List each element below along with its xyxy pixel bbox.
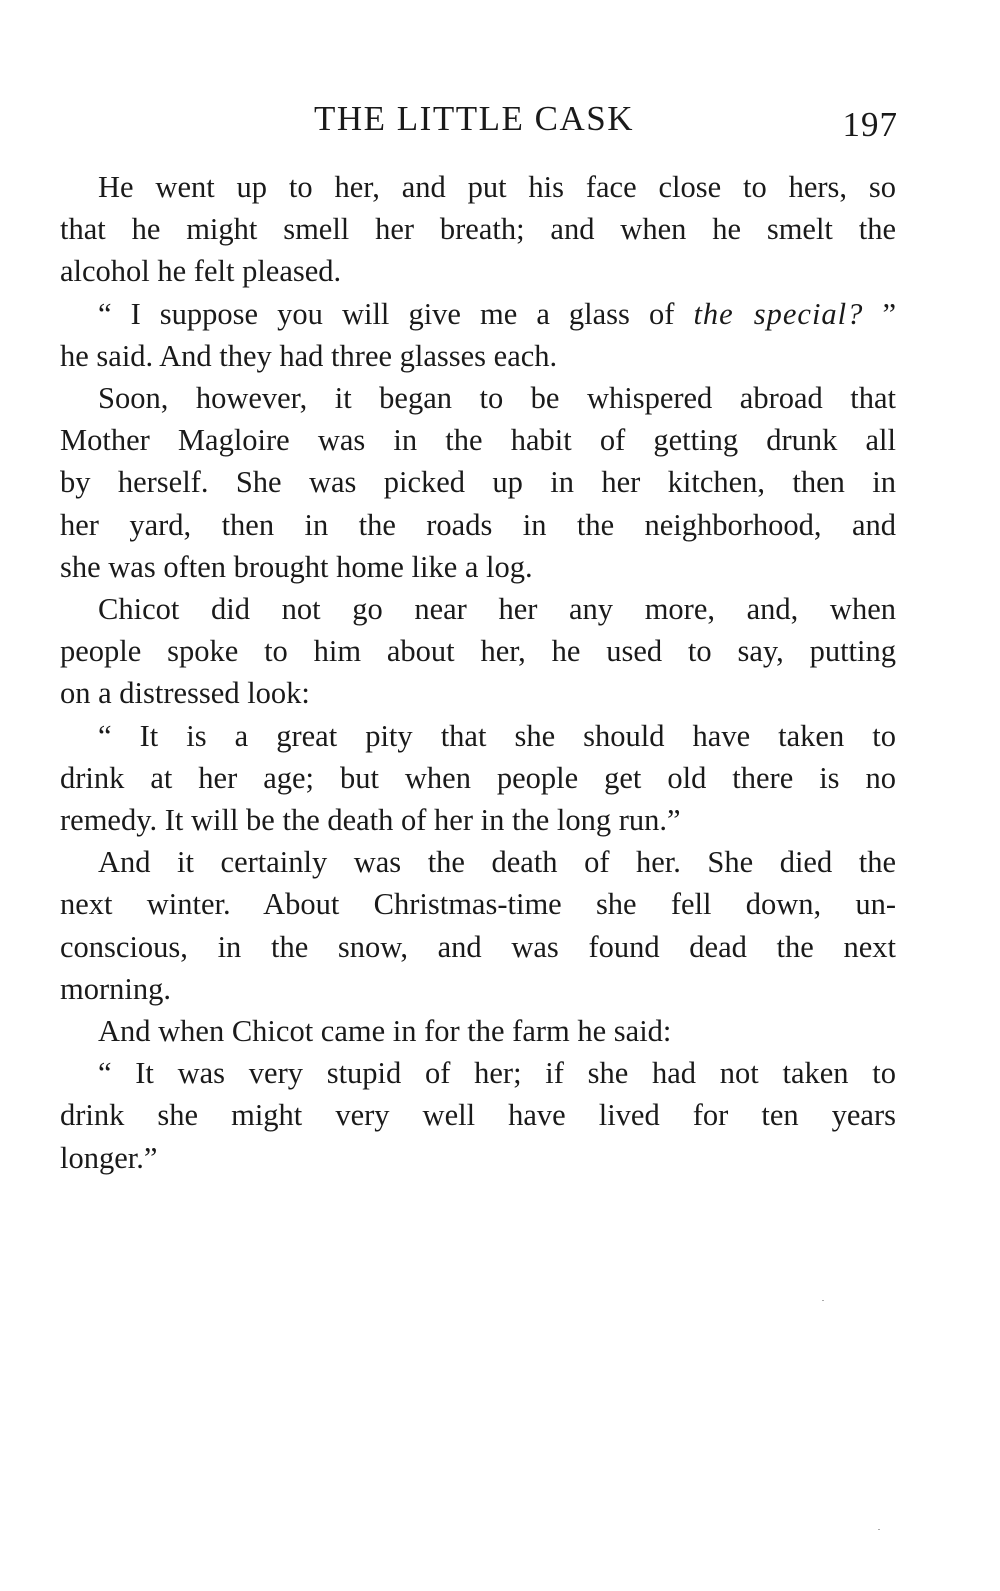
paragraph-4 bbox=[60, 588, 896, 715]
text-line: morning. bbox=[60, 971, 171, 1006]
text-line: “ It was very stupid of her; if she had not taken to bbox=[98, 1056, 896, 1091]
paper-speck bbox=[822, 1300, 824, 1301]
text-line: her yard, then in the roads in the neighborhood, and bbox=[60, 507, 896, 542]
text-line: she was often brought home like a log. bbox=[60, 549, 533, 584]
body-text bbox=[60, 166, 896, 1179]
italic-phrase: the special? bbox=[693, 296, 864, 331]
paper-speck bbox=[878, 1529, 880, 1530]
text-line: And it certainly was the death of her. She died the bbox=[98, 845, 896, 880]
text-segment: ” bbox=[863, 296, 896, 331]
paragraph-5 bbox=[60, 715, 896, 842]
running-title: THE LITTLE CASK bbox=[314, 99, 634, 138]
text-line: people spoke to him about her, he used to say, putting bbox=[60, 634, 896, 669]
text-line: He went up to her, and put his face close to hers, so bbox=[98, 170, 896, 204]
text-line: Soon, however, it began to be whispered abroad that bbox=[98, 381, 896, 416]
paragraph-8 bbox=[60, 1052, 896, 1179]
text-segment: “ I suppose you will give me a glass of bbox=[98, 296, 694, 331]
text-line: alcohol he felt pleased. bbox=[60, 254, 342, 289]
paragraph-6 bbox=[60, 841, 896, 1010]
text-line: on a distressed look: bbox=[60, 676, 310, 711]
text-line: Mother Magloire was in the habit of getting drunk all bbox=[60, 423, 896, 458]
paragraph-1 bbox=[60, 166, 896, 293]
text-line: remedy. It will be the death of her in the long run.” bbox=[60, 803, 681, 838]
text-line: next winter. About Christmas-time she fell down, un- bbox=[60, 887, 896, 922]
paragraph-3 bbox=[60, 377, 896, 588]
text-line: longer.” bbox=[60, 1140, 158, 1175]
text-line: he said. And they had three glasses each. bbox=[60, 338, 558, 373]
text-line: “ It is a great pity that she should have taken to bbox=[98, 718, 896, 753]
text-line: drink she might very well have lived for ten years bbox=[60, 1098, 896, 1133]
text-line: by herself. She was picked up in her kitchen, then in bbox=[60, 465, 896, 500]
paragraph-7 bbox=[60, 1010, 896, 1052]
page-number: 197 bbox=[842, 105, 898, 144]
text-line bbox=[60, 293, 896, 335]
text-line: conscious, in the snow, and was found dead the next bbox=[60, 929, 896, 964]
paragraph-2 bbox=[60, 293, 896, 377]
text-line: Chicot did not go near her any more, and, when bbox=[98, 592, 896, 627]
text-line: that he might smell her breath; and when he smelt the bbox=[60, 212, 896, 247]
text-line: drink at her age; but when people get old there is no bbox=[60, 760, 896, 795]
text-line: And when Chicot came in for the farm he said: bbox=[98, 1014, 672, 1049]
running-head bbox=[0, 94, 1000, 144]
